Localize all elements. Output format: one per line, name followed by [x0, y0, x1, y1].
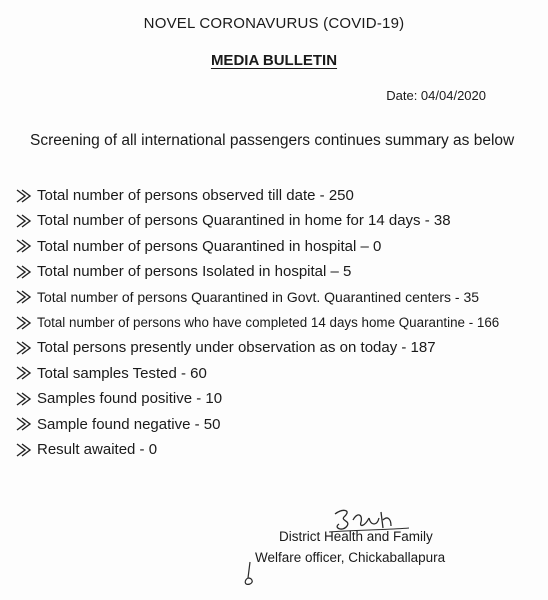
arrow-bullet-icon [16, 214, 33, 228]
list-item-text: Samples found positive - 10 [37, 390, 223, 408]
list-item [16, 310, 499, 335]
signature-block [255, 526, 445, 568]
arrow-bullet-icon [16, 366, 33, 380]
arrow-bullet-icon [16, 290, 33, 304]
signatory-line-2: Welfare officer, Chickaballapura [255, 550, 446, 565]
arrow-bullet-icon [16, 239, 33, 253]
arrow-bullet-icon [16, 316, 33, 330]
list-item-text: Sample found negative - 50 [37, 415, 221, 433]
arrow-bullet-icon [16, 265, 33, 279]
list-item-text: Total number of persons Quarantined in home for 14 days - 38 [37, 212, 451, 230]
list-item-text: Total number of persons Quarantined in hospital – 0 [37, 237, 382, 255]
summary-list [16, 183, 499, 462]
arrow-bullet-icon [16, 341, 33, 355]
bulletin-title: NOVEL CORONAVURUS (COVID-19) [143, 15, 405, 32]
list-item [16, 285, 499, 310]
list-item-text: Total number of persons Isolated in hospital – 5 [37, 263, 352, 281]
list-item [16, 361, 499, 386]
list-item-text: Result awaited - 0 [37, 440, 158, 458]
list-item [16, 183, 499, 208]
list-item [16, 234, 499, 259]
signatory-line-1: District Health and Family [279, 529, 433, 544]
list-item [16, 386, 499, 411]
list-item-text: Total samples Tested - 60 [37, 364, 207, 382]
list-item [16, 412, 499, 437]
list-item [16, 208, 499, 233]
list-item-text: Total number of persons observed till date - 250 [37, 187, 354, 204]
pen-mark [240, 560, 260, 593]
intro-text: Screening of all international passengers continues summary as below [30, 132, 515, 149]
list-item [16, 437, 499, 462]
list-item-text: Total number of persons who have completed 14 days home Quarantine - 166 [37, 314, 500, 330]
bulletin-subtitle [0, 52, 548, 69]
arrow-bullet-icon [16, 417, 33, 431]
arrow-bullet-icon [16, 443, 33, 457]
list-item-text: Total persons presently under observation as on today - 187 [37, 339, 436, 357]
list-item [16, 335, 499, 360]
arrow-bullet-icon [16, 392, 33, 406]
list-item [16, 259, 499, 284]
bulletin-subtitle-text: MEDIA BULLETIN [210, 52, 338, 69]
arrow-bullet-icon [16, 189, 33, 203]
list-item-text: Total number of persons Quarantined in Govt. Quarantined centers - 35 [37, 288, 480, 305]
bulletin-date: Date: 04/04/2020 [386, 88, 486, 103]
